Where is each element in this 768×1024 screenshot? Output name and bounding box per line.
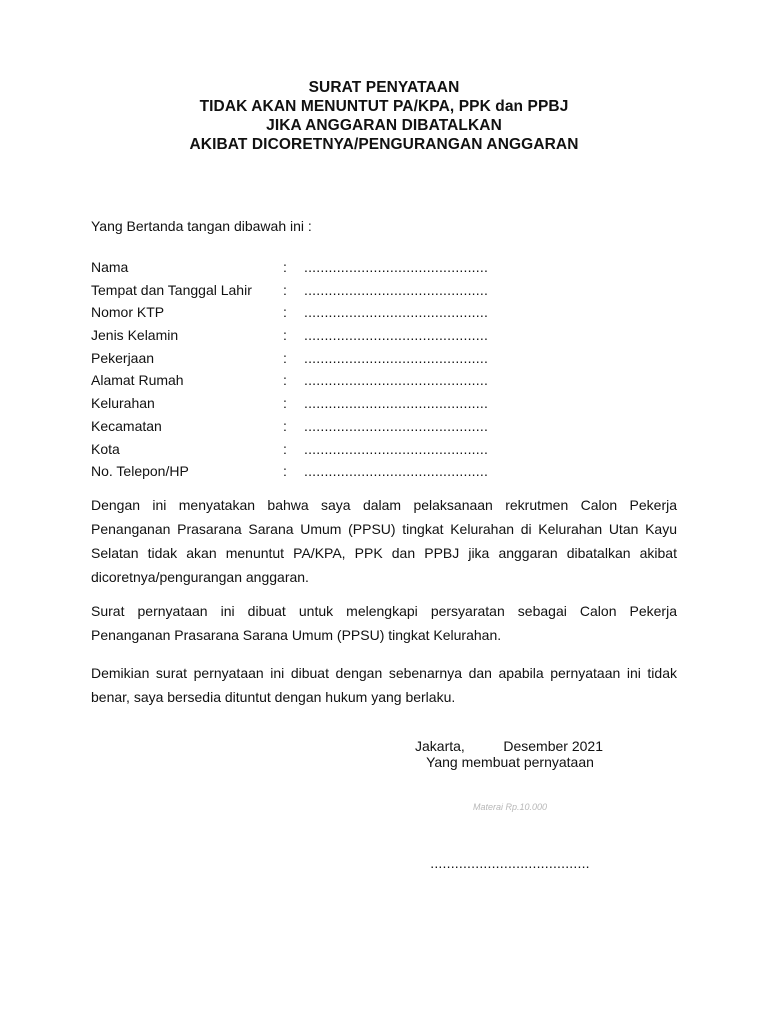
title-line-4: AKIBAT DICORETNYA/PENGURANGAN ANGGARAN bbox=[189, 136, 579, 153]
field-colon: : bbox=[283, 395, 287, 412]
field-label: Nama bbox=[91, 259, 129, 275]
field-label: Alamat Rumah bbox=[91, 372, 184, 389]
field-row-nomor-ktp bbox=[91, 301, 511, 324]
field-row-jenis-kelamin bbox=[91, 324, 511, 347]
field-label: Tempat dan Tanggal Lahir bbox=[91, 281, 252, 298]
field-row-kota bbox=[91, 438, 511, 461]
field-blank: ............................................. bbox=[304, 281, 489, 298]
field-colon: : bbox=[283, 440, 287, 457]
field-blank: ............................................. bbox=[304, 372, 489, 389]
field-blank: ............................................. bbox=[304, 349, 489, 366]
field-blank: ............................................. bbox=[304, 395, 489, 412]
title-line-3: JIKA ANGGARAN DIBATALKAN bbox=[266, 117, 502, 134]
field-colon: : bbox=[283, 259, 287, 275]
field-blank: ............................................. bbox=[304, 259, 489, 275]
field-blank: ............................................. bbox=[304, 440, 489, 457]
field-row-alamat-rumah bbox=[91, 369, 511, 392]
field-colon: : bbox=[283, 304, 287, 321]
field-row-pekerjaan bbox=[91, 347, 511, 370]
closing-paragraph: Demikian surat pernyataan ini dibuat dengan sebenarnya dan apabila pernyataan ini tidak benar, saya bersedia dituntut dengan hukum yang berlaku. bbox=[91, 665, 677, 705]
field-blank: ............................................. bbox=[304, 463, 489, 480]
field-row-nama bbox=[91, 256, 511, 279]
field-blank: ............................................. bbox=[304, 417, 489, 434]
field-label: Kelurahan bbox=[91, 395, 155, 412]
stamp-placeholder: Materai Rp.10.000 bbox=[472, 802, 548, 812]
field-label: Kota bbox=[91, 440, 120, 457]
field-colon: : bbox=[283, 327, 287, 344]
title-line-1: SURAT PENYATAAN bbox=[308, 79, 460, 96]
field-label: Pekerjaan bbox=[91, 349, 155, 366]
field-row-tempat-tanggal-lahir bbox=[91, 279, 511, 302]
field-colon: : bbox=[283, 417, 287, 434]
field-label: Kecamatan bbox=[91, 417, 162, 434]
statement-paragraph: Dengan ini menyatakan bahwa saya dalam pelaksanaan rekrutmen Calon Pekerja Penanganan Prasarana Sarana Umum (PPSU) tingkat Kelurahan di Kelurahan Utan Kayu Selatan tidak akan menuntut PA/KPA, PPK dan PPBJ jika anggaran dibatalkan akibat dicoretnya/pengurangan anggaran. bbox=[91, 497, 677, 585]
place-date bbox=[405, 738, 615, 754]
field-colon: : bbox=[283, 281, 287, 298]
field-label: No. Telepon/HP bbox=[91, 463, 189, 480]
document-title bbox=[0, 78, 768, 154]
field-label: Nomor KTP bbox=[91, 304, 165, 321]
title-line-2: TIDAK AKAN MENUNTUT PA/KPA, PPK dan PPBJ bbox=[199, 98, 569, 115]
field-colon: : bbox=[283, 349, 287, 366]
sign-maker: Yang membuat pernyataan bbox=[426, 754, 594, 770]
field-label: Jenis Kelamin bbox=[91, 327, 179, 344]
intro-text: Yang Bertanda tangan dibawah ini : bbox=[91, 218, 312, 234]
identity-fields bbox=[91, 256, 511, 483]
field-colon: : bbox=[283, 372, 287, 389]
field-row-kelurahan bbox=[91, 392, 511, 415]
field-row-telepon bbox=[91, 460, 511, 483]
field-row-kecamatan bbox=[91, 415, 511, 438]
sign-place: Jakarta, bbox=[415, 738, 465, 754]
purpose-paragraph: Surat pernyataan ini dibuat untuk melengkapi persyaratan sebagai Calon Pekerja Penanganan Prasarana Sarana Umum (PPSU) tingkat Kelurahan. bbox=[91, 603, 677, 643]
signature-block bbox=[405, 738, 615, 770]
sign-date: Desember 2021 bbox=[503, 738, 603, 754]
signature-line: ....................................... bbox=[430, 855, 590, 871]
field-blank: ............................................. bbox=[304, 327, 489, 344]
field-blank: ............................................. bbox=[304, 304, 489, 321]
field-colon: : bbox=[283, 463, 287, 480]
